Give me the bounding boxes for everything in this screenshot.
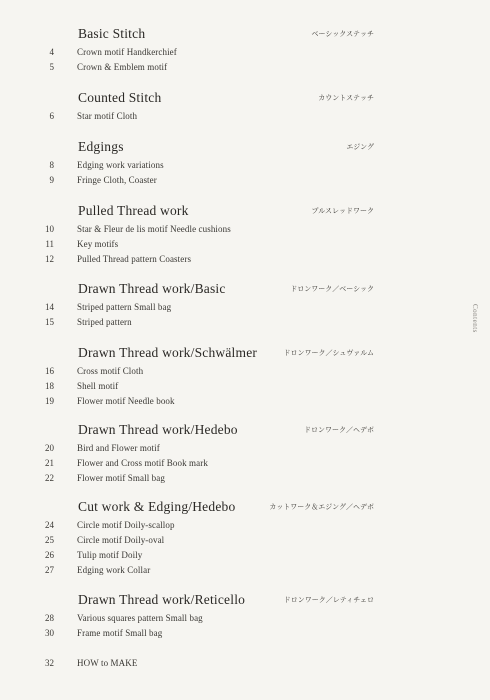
page-number: 28 [45, 613, 54, 623]
section-title-japanese: プルスレッドワーク [311, 207, 374, 215]
section-title-japanese: ドロンワーク／レティチェロ [283, 596, 374, 604]
page-number: 6 [49, 111, 54, 121]
section-title-japanese: ドロンワーク／ヘデボ [304, 426, 374, 434]
toc-entry[interactable] [0, 223, 490, 238]
page-number: 26 [45, 550, 54, 560]
section-header [0, 499, 490, 519]
section-title[interactable]: Counted Stitch [78, 90, 162, 105]
toc-entry[interactable] [0, 159, 490, 174]
page-number: 21 [45, 458, 54, 468]
page-number: 24 [45, 520, 54, 530]
contents-side-label: Contents [471, 304, 479, 333]
toc-entry[interactable] [0, 534, 490, 549]
section-title-japanese: カットワーク＆エジング／ヘデボ [269, 503, 374, 511]
toc-entry[interactable] [0, 301, 490, 316]
toc-entry[interactable] [0, 612, 490, 627]
toc-entry[interactable] [0, 472, 490, 487]
toc-section-drawn-thread-basic [0, 281, 490, 331]
toc-entry[interactable] [0, 627, 490, 642]
section-title[interactable]: Drawn Thread work/Hedebo [78, 422, 238, 437]
toc-section-drawn-thread-reticello [0, 592, 490, 642]
entry-title: Star & Fleur de lis motif Needle cushions [77, 224, 231, 234]
entry-title: Circle motif Doily-scallop [77, 520, 175, 530]
section-title-japanese: エジング [346, 143, 374, 151]
toc-section-edgings [0, 139, 490, 189]
page-number: 11 [45, 239, 54, 249]
toc-section-cut-work-edging-hedebo [0, 499, 490, 579]
page-number: 12 [45, 254, 54, 264]
section-title[interactable]: Drawn Thread work/Schwälmer [78, 345, 258, 360]
entry-title: Flower motif Needle book [77, 396, 175, 406]
page-number: 30 [45, 628, 54, 638]
entry-title: Crown motif Handkerchief [77, 47, 177, 57]
toc-entry[interactable] [0, 519, 490, 534]
toc-entry[interactable] [0, 395, 490, 410]
section-header [0, 281, 490, 301]
page-number: 14 [45, 302, 54, 312]
toc-entry[interactable] [0, 46, 490, 61]
section-title-japanese: ドロンワーク／シュヴァルム [283, 349, 374, 357]
entry-title: Frame motif Small bag [77, 628, 163, 638]
entry-title: Star motif Cloth [77, 111, 138, 121]
toc-entry[interactable] [0, 442, 490, 457]
toc-footer-how-to-make [0, 657, 490, 672]
page-number: 9 [49, 175, 54, 185]
toc-entry[interactable] [0, 238, 490, 253]
toc-entry[interactable] [0, 316, 490, 331]
section-title-japanese: ベーシックステッチ [311, 30, 374, 38]
page-number: 15 [45, 317, 54, 327]
page-number: 8 [49, 160, 54, 170]
toc-entry[interactable] [0, 365, 490, 380]
entry-title: Fringe Cloth, Coaster [77, 175, 157, 185]
entry-title: Circle motif Doily-oval [77, 535, 165, 545]
entry-title: HOW to MAKE [77, 658, 138, 668]
page-number: 20 [45, 443, 54, 453]
toc-entry[interactable] [0, 657, 490, 672]
entry-title: Key motifs [77, 239, 119, 249]
section-header [0, 422, 490, 442]
section-header [0, 139, 490, 159]
toc-entry[interactable] [0, 380, 490, 395]
toc-entry[interactable] [0, 457, 490, 472]
page-number: 10 [45, 224, 54, 234]
toc-entry[interactable] [0, 61, 490, 76]
section-title[interactable]: Drawn Thread work/Reticello [78, 592, 246, 607]
entry-title: Edging work variations [77, 160, 164, 170]
section-header [0, 592, 490, 612]
entry-title: Flower motif Small bag [77, 473, 165, 483]
entry-title: Tulip motif Doily [77, 550, 143, 560]
page-number: 4 [49, 47, 54, 57]
toc-entry[interactable] [0, 174, 490, 189]
section-title[interactable]: Cut work & Edging/Hedebo [78, 499, 236, 514]
section-title[interactable]: Pulled Thread work [78, 203, 189, 218]
toc-section-drawn-thread-hedebo [0, 422, 490, 487]
toc-entry[interactable] [0, 549, 490, 564]
section-header [0, 345, 490, 365]
toc-section-drawn-thread-schwalmer [0, 345, 490, 410]
page-number: 16 [45, 366, 54, 376]
page-number: 22 [45, 473, 54, 483]
entry-title: Various squares pattern Small bag [77, 613, 203, 623]
toc-entry[interactable] [0, 253, 490, 268]
section-title[interactable]: Basic Stitch [78, 26, 146, 41]
entry-title: Shell motif [77, 381, 119, 391]
entry-title: Flower and Cross motif Book mark [77, 458, 208, 468]
page-number: 27 [45, 565, 54, 575]
toc-entry[interactable] [0, 110, 490, 125]
section-header [0, 203, 490, 223]
entry-title: Bird and Flower motif [77, 443, 160, 453]
entry-title: Striped pattern Small bag [77, 302, 172, 312]
page-number: 32 [45, 658, 54, 668]
section-header [0, 26, 490, 46]
entry-title: Striped pattern [77, 317, 132, 327]
page-number: 25 [45, 535, 54, 545]
page-number: 18 [45, 381, 54, 391]
page-number: 5 [49, 62, 54, 72]
entry-title: Cross motif Cloth [77, 366, 144, 376]
section-title[interactable]: Drawn Thread work/Basic [78, 281, 226, 296]
toc-entry[interactable] [0, 564, 490, 579]
section-title-japanese: ドロンワーク／ベーシック [290, 285, 374, 293]
entry-title: Pulled Thread pattern Coasters [77, 254, 192, 264]
section-title-japanese: カウントステッチ [318, 94, 374, 102]
section-title[interactable]: Edgings [78, 139, 124, 154]
toc-section-pulled-thread-work [0, 203, 490, 268]
page-number: 19 [45, 396, 54, 406]
entry-title: Crown & Emblem motif [77, 62, 168, 72]
entry-title: Edging work Collar [77, 565, 151, 575]
toc-section-counted-stitch [0, 90, 490, 125]
toc-section-basic-stitch [0, 26, 490, 76]
section-header [0, 90, 490, 110]
